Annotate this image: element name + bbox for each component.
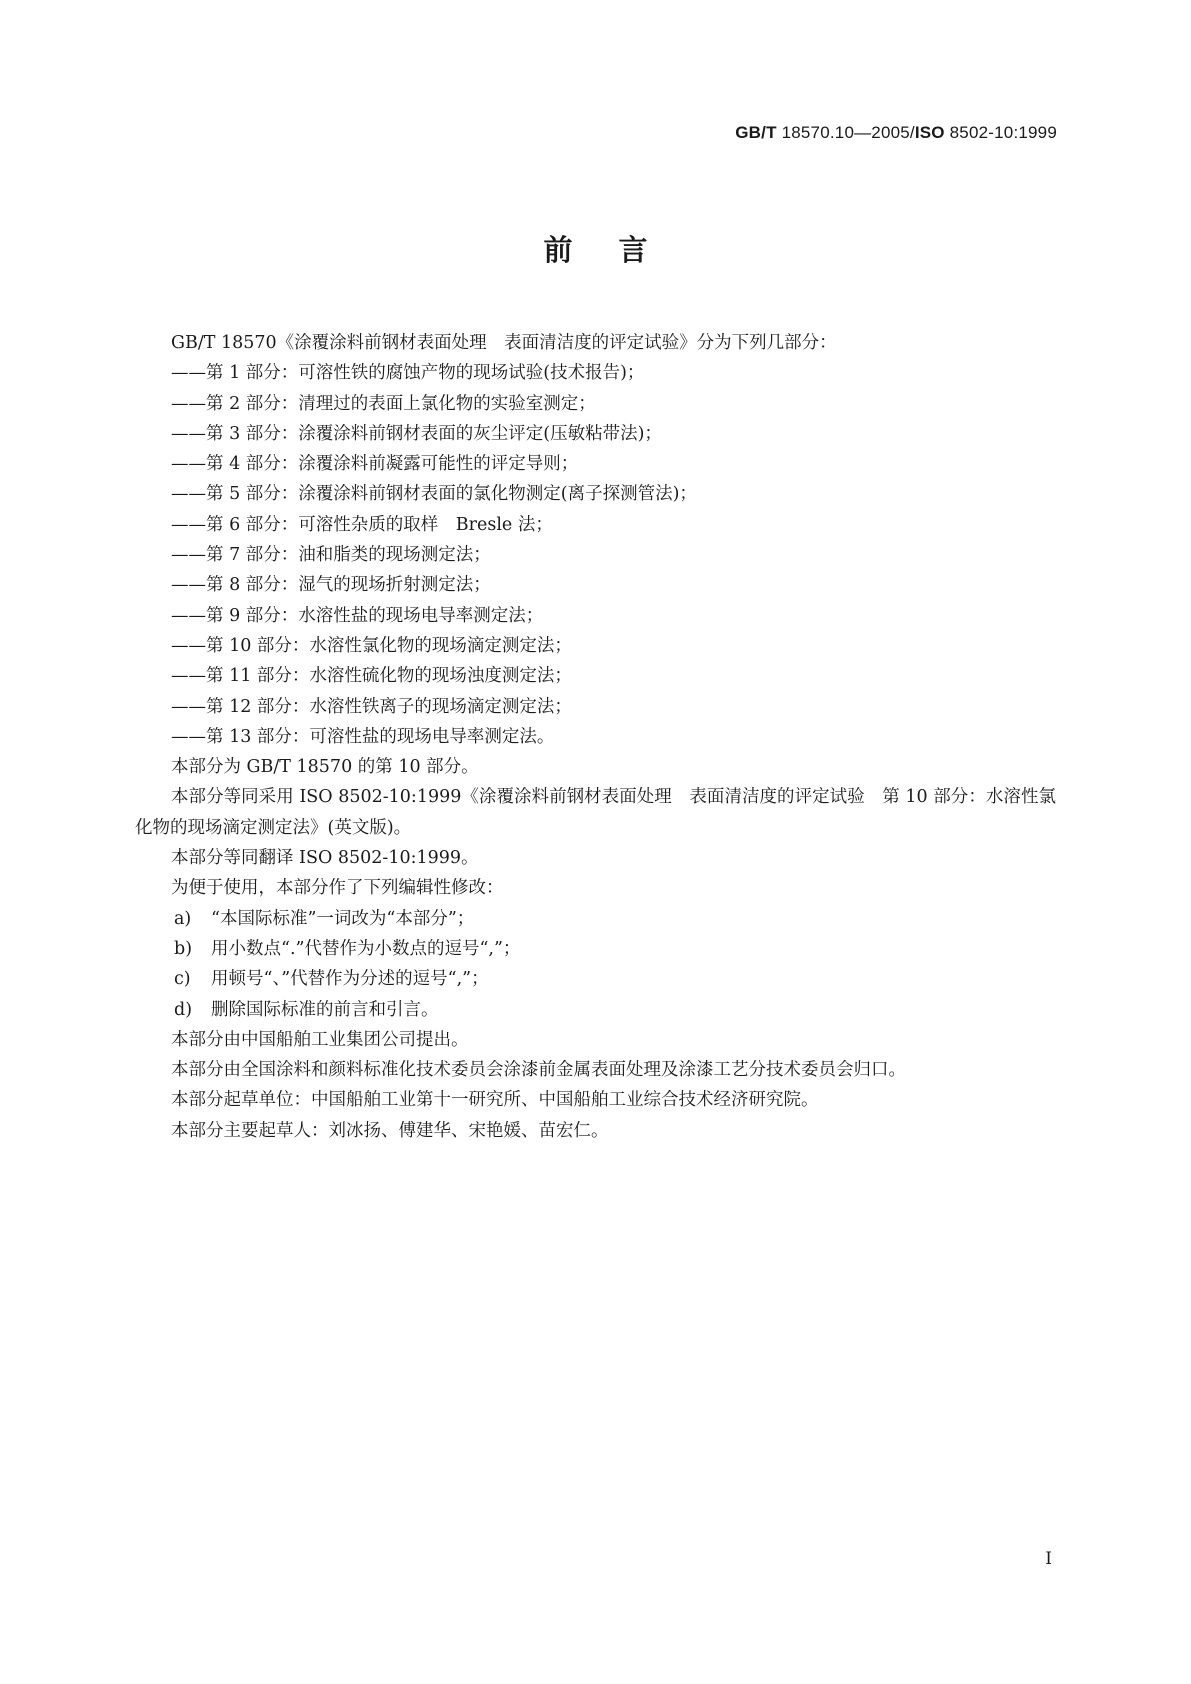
drafters-paragraph: 本部分主要起草人：刘冰扬、傅建华、宋艳媛、苗宏仁。	[171, 1120, 609, 1141]
translation-paragraph: 本部分等同翻译 ISO 8502-10:1999。	[171, 848, 479, 869]
amendment-item	[135, 934, 1056, 964]
amendment-label: b)	[174, 938, 193, 959]
amendment-text: 用小数点“.”代替作为小数点的逗号“,”；	[211, 938, 521, 959]
part-list-item: ——第 6 部分：可溶性杂质的取样 Bresle 法；	[171, 514, 553, 535]
part-list-item: ——第 13 部分：可溶性盐的现场电导率测定法。	[171, 726, 555, 747]
amendment-text: 删除国际标准的前言和引言。	[211, 999, 439, 1020]
part-list-item: ——第 1 部分：可溶性铁的腐蚀产物的现场试验(技术报告)；	[171, 363, 645, 384]
proposed-by-paragraph: 本部分由中国船舶工业集团公司提出。	[171, 1029, 469, 1050]
part-list-item: ——第 9 部分：水溶性盐的现场电导率测定法；	[171, 605, 544, 626]
iso-number-text: 8502-10:1999	[944, 123, 1057, 142]
part-list-item: ——第 10 部分：水溶性氯化物的现场滴定测定法；	[171, 635, 572, 656]
drafting-units-paragraph: 本部分起草单位：中国船舶工业第十一研究所、中国船舶工业综合技术经济研究院。	[171, 1090, 819, 1111]
part-list-item: ——第 12 部分：水溶性铁离子的现场滴定测定法；	[171, 696, 572, 717]
foreword-body	[135, 328, 1056, 1146]
amendment-label: c)	[174, 969, 191, 990]
part-list-item: ——第 7 部分：油和脂类的现场测定法；	[171, 545, 491, 566]
page-number: I	[1045, 1549, 1052, 1569]
adoption-paragraph: 本部分等同采用 ISO 8502-10:1999《涂覆涂料前钢材表面处理 表面清洁度的评定试验 第 10 部分：水溶性氯化物的现场滴定测定法》(英文版)。	[135, 787, 1056, 838]
standard-number	[735, 123, 1057, 143]
part-list-item: ——第 3 部分：涂覆涂料前钢材表面的灰尘评定(压敏粘带法)；	[171, 423, 662, 444]
amendment-item	[135, 964, 1056, 994]
amendment-label: a)	[174, 908, 192, 929]
intro-paragraph: GB/T 18570《涂覆涂料前钢材表面处理 表面清洁度的评定试验》分为下列几部分：	[171, 333, 837, 353]
part-list-item: ——第 2 部分：清理过的表面上氯化物的实验室测定；	[171, 393, 596, 414]
standard-prefix: GB/T	[735, 123, 777, 142]
amendment-text: 用顿号“、”代替作为分述的逗号“,”；	[211, 969, 489, 990]
amendment-text: “本国际标准”一词改为“本部分”；	[211, 908, 475, 929]
part-list-item: ——第 8 部分：湿气的现场折射测定法；	[171, 575, 491, 596]
amendment-item	[135, 995, 1056, 1025]
part-list-item: ——第 11 部分：水溶性硫化物的现场浊度测定法；	[171, 666, 572, 687]
edits-intro-paragraph: 为便于使用，本部分作了下列编辑性修改：	[171, 878, 504, 899]
page-title: 前言	[543, 233, 694, 267]
iso-prefix: ISO	[914, 123, 945, 142]
part-list-item: ——第 5 部分：涂覆涂料前钢材表面的氯化物测定(离子探测管法)；	[171, 484, 697, 505]
part-list-item: ——第 4 部分：涂覆涂料前凝露可能性的评定导则；	[171, 454, 579, 475]
amendment-item	[135, 904, 1056, 934]
part-of-paragraph: 本部分为 GB/T 18570 的第 10 部分。	[171, 757, 479, 778]
amendment-label: d)	[174, 999, 193, 1020]
managed-by-paragraph: 本部分由全国涂料和颜料标准化技术委员会涂漆前金属表面处理及涂漆工艺分技术委员会归口。	[171, 1060, 906, 1081]
standard-number-text: 18570.10—2005/	[776, 123, 915, 142]
